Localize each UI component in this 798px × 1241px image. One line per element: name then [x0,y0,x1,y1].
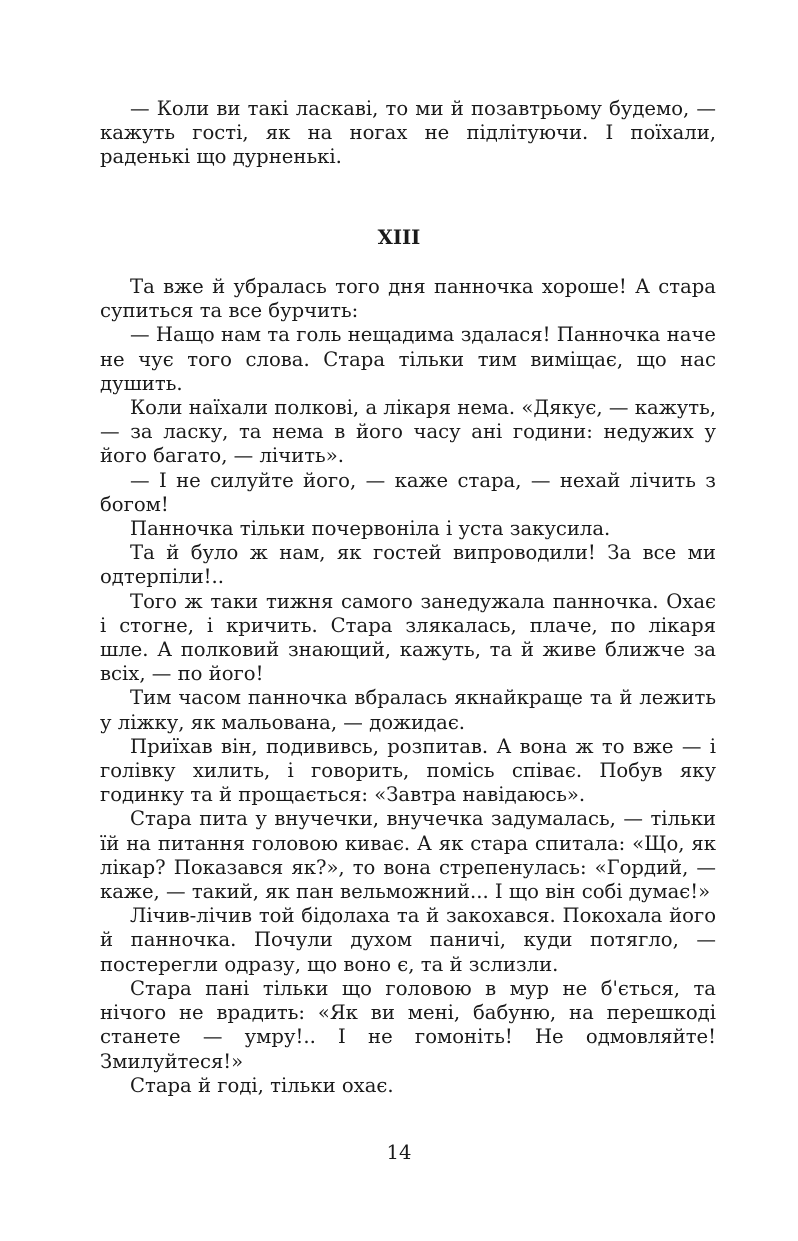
paragraph: Того ж таки тижня самого занедужала панночка. Охає і стогне, і кричить. Стара злякалась, плаче, по лікаря шле. А полковий знающий, кажуть, та й живе ближче за всіх, — по його! [100,589,716,686]
paragraph: Лічив-лічив той бідолаха та й закохався. Покохала його й панночка. Почули духом паничі, куди потягло, — постерегли одразу, що воно є, та й зслизли. [100,904,716,976]
paragraph: — І не силуйте його, — каже стара, — нехай лічить з богом! [100,468,716,516]
paragraph: Та й було ж нам, як гостей випроводили! За все ми одтерпіли!.. [100,541,716,589]
paragraph: Панночка тільки почервоніла і уста закусила. [130,517,611,541]
paragraph: — Нащо нам та голь нещадима здалася! Панночка наче не чує того слова. Стара тільки тим виміщає, що нас душить. [100,323,716,395]
paragraph: Приїхав він, подививсь, розпитав. А вона ж то вже — і голівку хилить, і говорить, помісь співає. Побув яку годинку та й прощається: «Завтра навідаюсь». [100,734,716,807]
paragraph: Тим часом панночка вбралась якнайкраще та й лежить у ліжку, як мальована, — дожидає. [100,686,716,734]
paragraph: Стара пита у внучечки, внучечка задумалась, — тільки їй на питання головою киває. А як стара спитала: «Що, як лікар? Показався як?», то вона стрепенулась: «Гордий, — каже, — такий, як пан вельможний... І що він собі думає!» [100,807,716,904]
chapter-heading: XIII [377,226,421,249]
opening-text [100,97,716,170]
paragraph: Стара й годі, тільки охає. [130,1073,394,1097]
chapter-text [100,275,716,1098]
paragraph: Коли наїхали полкові, а лікаря нема. «Дякує, — кажуть, — за ласку, та нема в його часу ані години: недужих у його багато, — лічить». [100,396,716,468]
paragraph: Стара пані тільки що головою в мур не б'ється, та нічого не врадить: «Як ви мені, бабуню, на перешкоді станете — умру!.. І не гомоніть! Не одмовляйте! Змилуйтеся!» [100,976,716,1073]
paragraph: Та вже й убралась того дня панночка хороше! А стара супиться та все бурчить: [100,275,716,323]
page-number: 14 [386,1141,412,1164]
paragraph: — Коли ви такі ласкаві, то ми й позавтрьому будемо, — кажуть гості, як на ногах не підлітуючи. І поїхали, раденькі що дурненькі. [100,97,716,169]
